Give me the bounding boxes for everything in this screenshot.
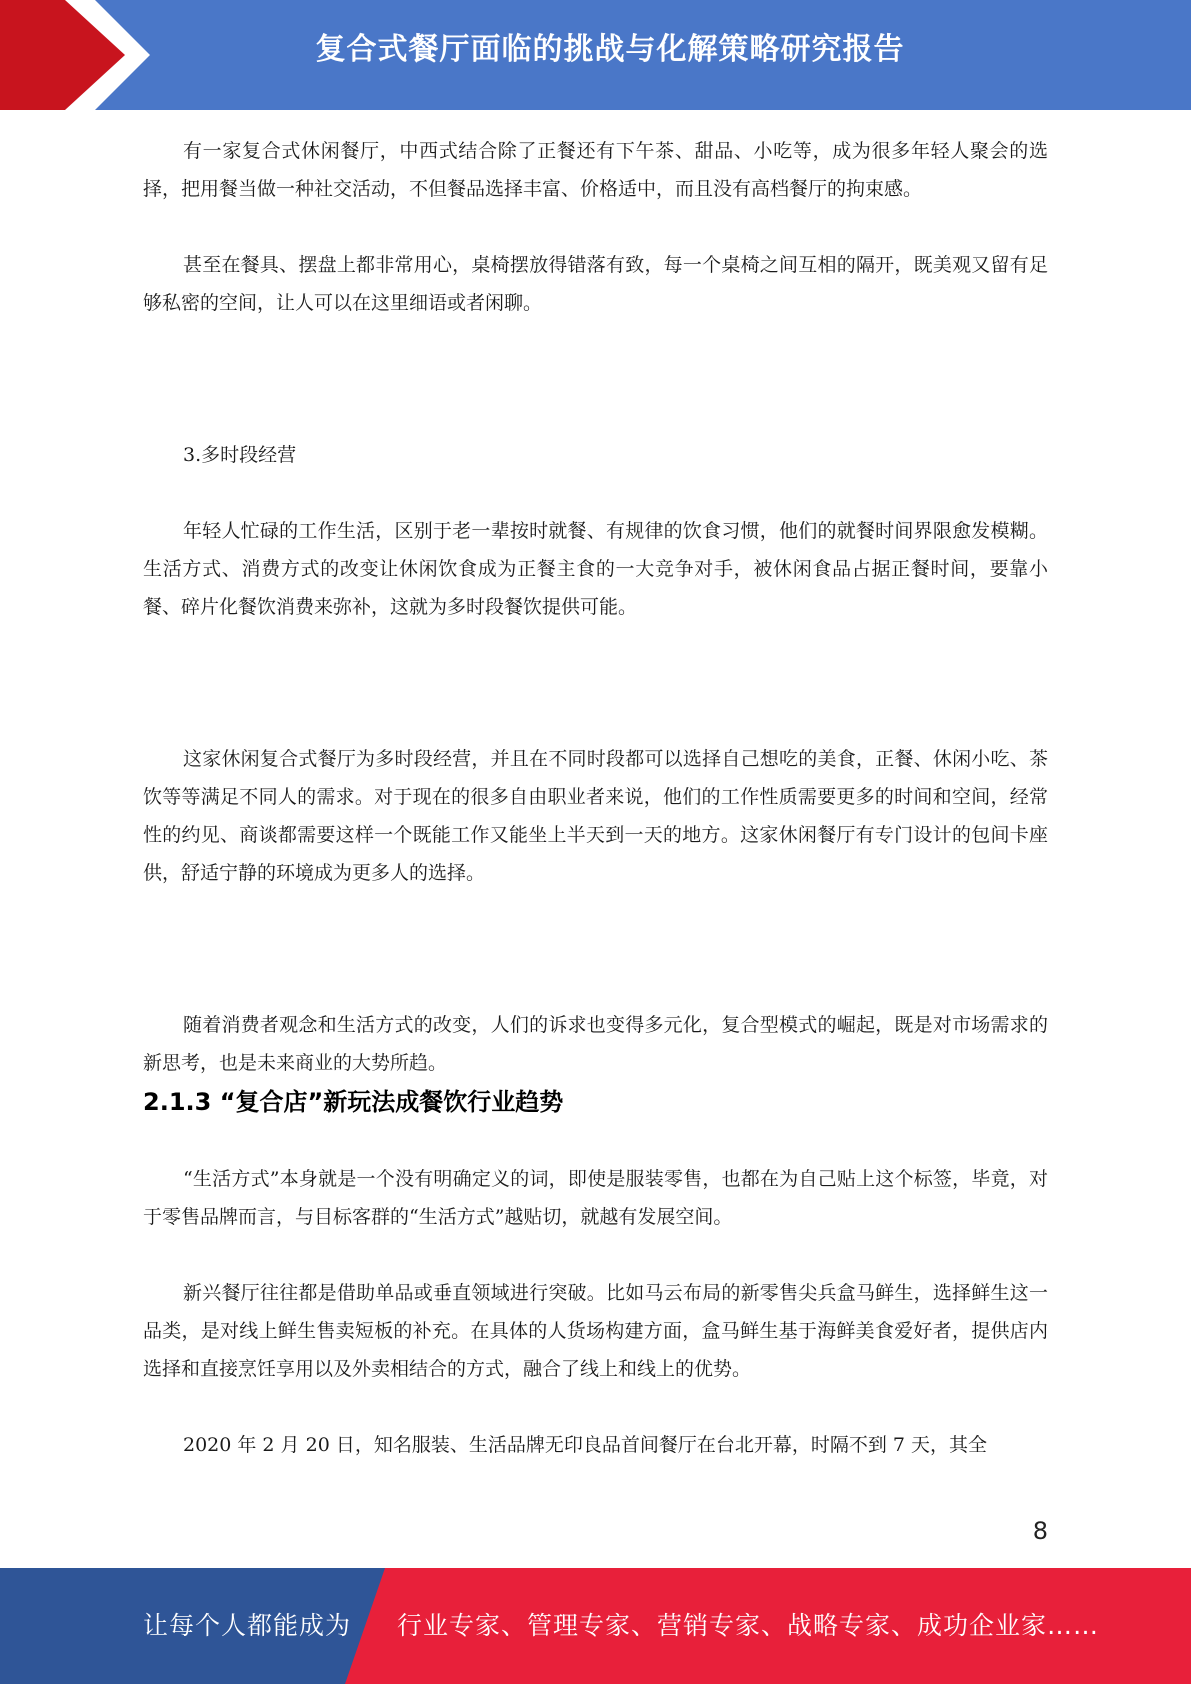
section-heading: 2.1.3 “复合店”新玩法成餐饮行业趋势 [143, 1088, 564, 1116]
paragraph: 随着消费者观念和生活方式的改变，人们的诉求也变得多元化，复合型模式的崛起，既是对市场需求的新思考，也是未来商业的大势所趋。 [143, 1014, 1048, 1074]
paragraph: 新兴餐厅往往都是借助单品或垂直领域进行突破。比如马云布局的新零售尖兵盒马鲜生，选择鲜生这一品类，是对线上鲜生售卖短板的补充。在具体的人货场构建方面，盒马鲜生基于海鲜美食爱好者，提供店内选择和直接烹饪享用以及外卖相结合的方式，融合了线上和线上的优势。 [143, 1282, 1048, 1380]
paragraph: 甚至在餐具、摆盘上都非常用心，桌椅摆放得错落有致，每一个桌椅之间互相的隔开，既美观又留有足够私密的空间，让人可以在这里细语或者闲聊。 [143, 254, 1048, 314]
paragraph: 这家休闲复合式餐厅为多时段经营，并且在不同时段都可以选择自己想吃的美食，正餐、休闲小吃、茶饮等等满足不同人的需求。对于现在的很多自由职业者来说，他们的工作性质需要更多的时间和空间，经常性的约见、商谈都需要这样一个既能工作又能坐上半天到一天的地方。这家休闲餐厅有专门设计的包间卡座供，舒适宁静的环境成为更多人的选择。 [143, 748, 1048, 884]
page-footer [0, 1568, 1191, 1684]
paragraph: “生活方式”本身就是一个没有明确定义的词，即使是服装零售，也都在为自己贴上这个标签，毕竟，对于零售品牌而言，与目标客群的“生活方式”越贴切，就越有发展空间。 [143, 1168, 1048, 1228]
paragraph: 2020 年 2 月 20 日，知名服装、生活品牌无印良品首间餐厅在台北开幕，时隔不到 7 天，其全 [183, 1434, 987, 1456]
footer-slogan-right: 行业专家、管理专家、营销专家、战略专家、成功企业家…… [397, 1611, 1100, 1640]
paragraph: 有一家复合式休闲餐厅，中西式结合除了正餐还有下午茶、甜品、小吃等，成为很多年轻人聚会的选择，把用餐当做一种社交活动，不但餐品选择丰富、价格适中，而且没有高档餐厅的拘束感。 [143, 140, 1048, 200]
report-title: 复合式餐厅面临的挑战与化解策略研究报告 [315, 32, 905, 67]
page-number: 8 [1032, 1517, 1048, 1545]
header-arrow-decoration [0, 0, 160, 110]
footer-slogan-left: 让每个人都能成为 [143, 1611, 352, 1640]
page-header [0, 0, 1191, 110]
document-body [143, 132, 1048, 1464]
paragraph: 年轻人忙碌的工作生活，区别于老一辈按时就餐、有规律的饮食习惯，他们的就餐时间界限愈发模糊。生活方式、消费方式的改变让休闲饮食成为正餐主食的一大竞争对手，被休闲食品占据正餐时间，要靠小餐、碎片化餐饮消费来弥补，这就为多时段餐饮提供可能。 [143, 520, 1048, 618]
subheading: 3.多时段经营 [183, 444, 297, 466]
